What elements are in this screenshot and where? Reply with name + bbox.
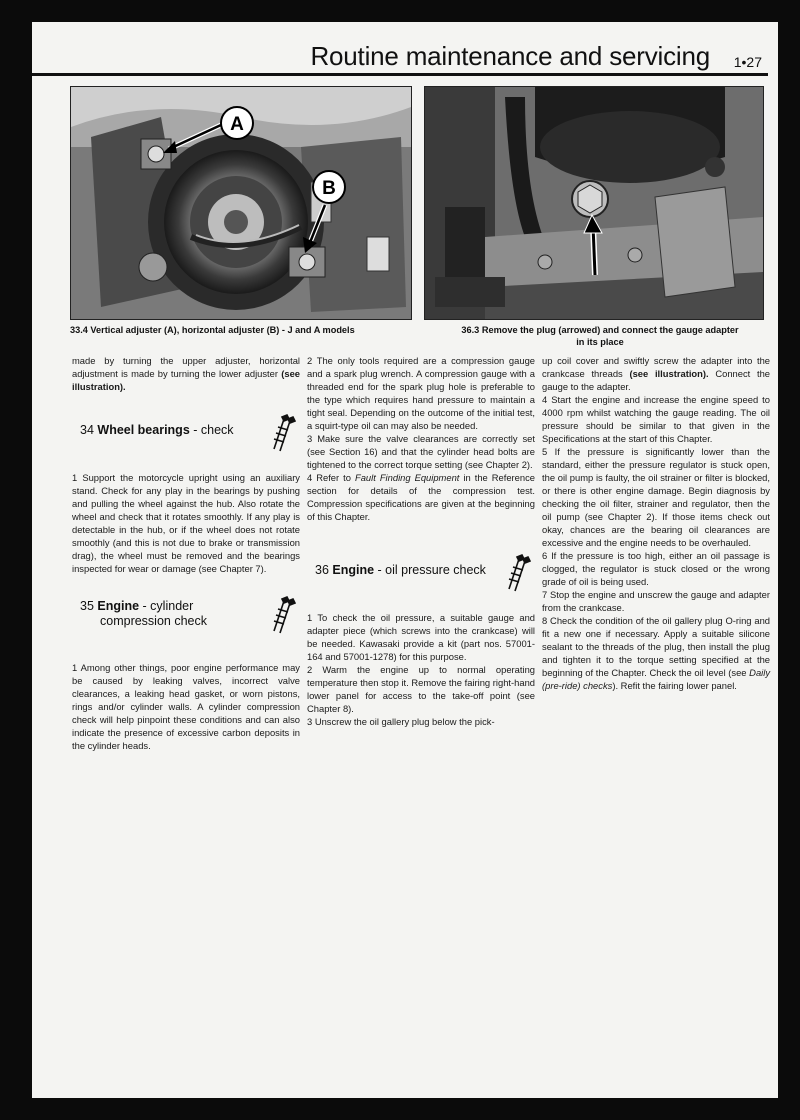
header-rule <box>32 73 768 76</box>
paragraph-36-5: 5 If the pressure is significantly lower than the standard, either the pressure regulator is stuck open, the oil pump is faulty, the oil strainer or filter is blocked, or there is other engine damage. Begin diagnosis by checking the oil filter, strainer and regulator, then the oil pump (see Chapter 2). If those items check out okay, chances are the bearing oil clearances are excessive and the engine needs to be overhauled. <box>542 446 770 548</box>
section-36-number: 36 <box>315 563 329 577</box>
fault-finding-reference: Fault Finding Equipment <box>354 472 460 483</box>
paragraph-36-1: 1 To check the oil pressure, a suitable gauge and adapter piece (which screws into the crankcase) will be needed. Kawasaki provide a kit (part nos. 57001-164 and 57001-1278) for this purpose. <box>307 612 535 662</box>
text-column-1 <box>72 354 300 752</box>
section-34-title: Wheel bearings <box>97 423 190 437</box>
intro-see-illustration: (see illustration). <box>72 368 301 392</box>
caption-36-3 <box>430 324 770 348</box>
section-34-subtitle: - check <box>193 423 234 437</box>
headlight-photo-illustration <box>71 87 411 319</box>
page-title: Routine maintenance and servicing <box>310 41 710 71</box>
difficulty-spanner-icon <box>270 413 296 453</box>
section-35-heading <box>72 595 300 639</box>
paragraph-36-8: 8 Check the condition of the oil gallery plug O-ring and fit a new one if necessary. Apply a suitable silicone sealant to the threads of the plug, then install the plug and tighten it to the torque setting specified at the beginning of the Chapter. Check the oil level (see Daily (pre-ride) checks). Refit the fairing lower panel. <box>542 615 771 691</box>
paragraph-35-2: 2 The only tools required are a compression gauge and a spark plug wrench. A compression gauge with a threaded end for the spark plug hole is preferable to the type which requires hand pressure to maintain a tight seal. Depending on the outcome of the initial test, a squirt-type oil can may also be needed. <box>307 355 535 431</box>
paragraph-35-1: 1 Among other things, poor engine performance may be caused by leaking valves, incorrect valve clearances, a leaking head gasket, or worn pistons, rings and/or cylinder walls. A cylinder compression check will help pinpoint these conditions and can also indicate the presence of excessive carbon deposits in the cylinder heads. <box>72 662 300 751</box>
section-34-number: 34 <box>80 423 94 437</box>
section-36-subtitle: - oil pressure check <box>377 563 486 577</box>
section-35-title: Engine <box>97 599 140 613</box>
paragraph-intro <box>72 354 300 393</box>
daily-checks-reference: Daily (pre-ride) checks <box>542 667 771 691</box>
photo-oil-gallery-plug <box>424 86 764 320</box>
paragraph-36-6: 6 If the pressure is too high, either an oil passage is clogged, the regulator is stuck closed or the wrong grade of oil is being used. <box>542 550 770 587</box>
paragraph-36-3: 3 Unscrew the oil gallery plug below the pick- <box>307 716 495 727</box>
caption-36-3-line1: 36.3 Remove the plug (arrowed) and connect the gauge adapter <box>461 325 739 335</box>
text-column-2 <box>307 354 535 728</box>
caption-33-4: 33.4 Vertical adjuster (A), horizontal adjuster (B) - J and A models <box>70 325 355 335</box>
caption-36-3-line2: in its place <box>576 337 624 347</box>
engine-photo-illustration <box>425 87 763 319</box>
paragraph-35-3: 3 Make sure the valve clearances are correctly set (see Section 16) and that the cylinder head bolts are tightened to the correct torque setting (see Chapter 2). <box>307 433 535 470</box>
page-header <box>32 36 768 76</box>
section-35-subtitle: - cylinder <box>142 599 194 613</box>
section-36-title: Engine <box>332 563 375 577</box>
difficulty-spanner-icon <box>270 595 296 635</box>
manual-page <box>32 22 778 1098</box>
paragraph-36-3-cont: up coil cover and swiftly screw the adapter into the crankcase threads (see illustration). Connect the gauge to the adapter. <box>542 355 771 392</box>
paragraph-36-4: 4 Start the engine and increase the engine speed to 4000 rpm whilst watching the gauge reading. The oil pressure should be similar to that given in the Specifications at the start of this Chapter. <box>542 394 770 444</box>
paragraph-35-4: 4 Refer to Fault Finding Equipment in the Reference section for details of the compression test. Compression specifications are given at the beginning of this Chapter. <box>307 472 536 522</box>
callout-a-label: A <box>230 114 244 135</box>
section-36-heading <box>307 553 535 589</box>
text-column-3 <box>542 354 770 692</box>
section-35-subtitle-line2: compression check <box>100 614 207 628</box>
section-34-heading <box>72 413 300 449</box>
see-illustration-ref: (see illustration). <box>629 368 709 379</box>
paragraph-36-7: 7 Stop the engine and unscrew the gauge and adapter from the crankcase. <box>542 589 770 613</box>
difficulty-spanner-icon <box>505 553 531 593</box>
paragraph-34-1: 1 Support the motorcycle upright using an auxiliary stand. Check for any play in the bearings by pushing and pulling the wheel against the hub. Also rotate the wheel and check that it rotates smoothly. If any play is detectable in the hub, or if the wheel does not rotate smoothly (and this is not due to brake or transmission drag), the wheel must be removed and the bearings inspected for wear or damage (see Chapter 7). <box>72 472 300 574</box>
callout-b-label: B <box>322 178 336 199</box>
page-number: 1•27 <box>733 54 762 70</box>
intro-text: made by turning the upper adjuster, horizontal adjustment is made by turning the lower adjuster <box>72 355 300 379</box>
photo-headlight-adjusters <box>70 86 412 320</box>
paragraph-36-2: 2 Warm the engine up to normal operating temperature then stop it. Remove the fairing right-hand lower panel for access to the take-off point (see Chapter 8). <box>307 664 535 714</box>
section-35-number: 35 <box>80 599 94 613</box>
